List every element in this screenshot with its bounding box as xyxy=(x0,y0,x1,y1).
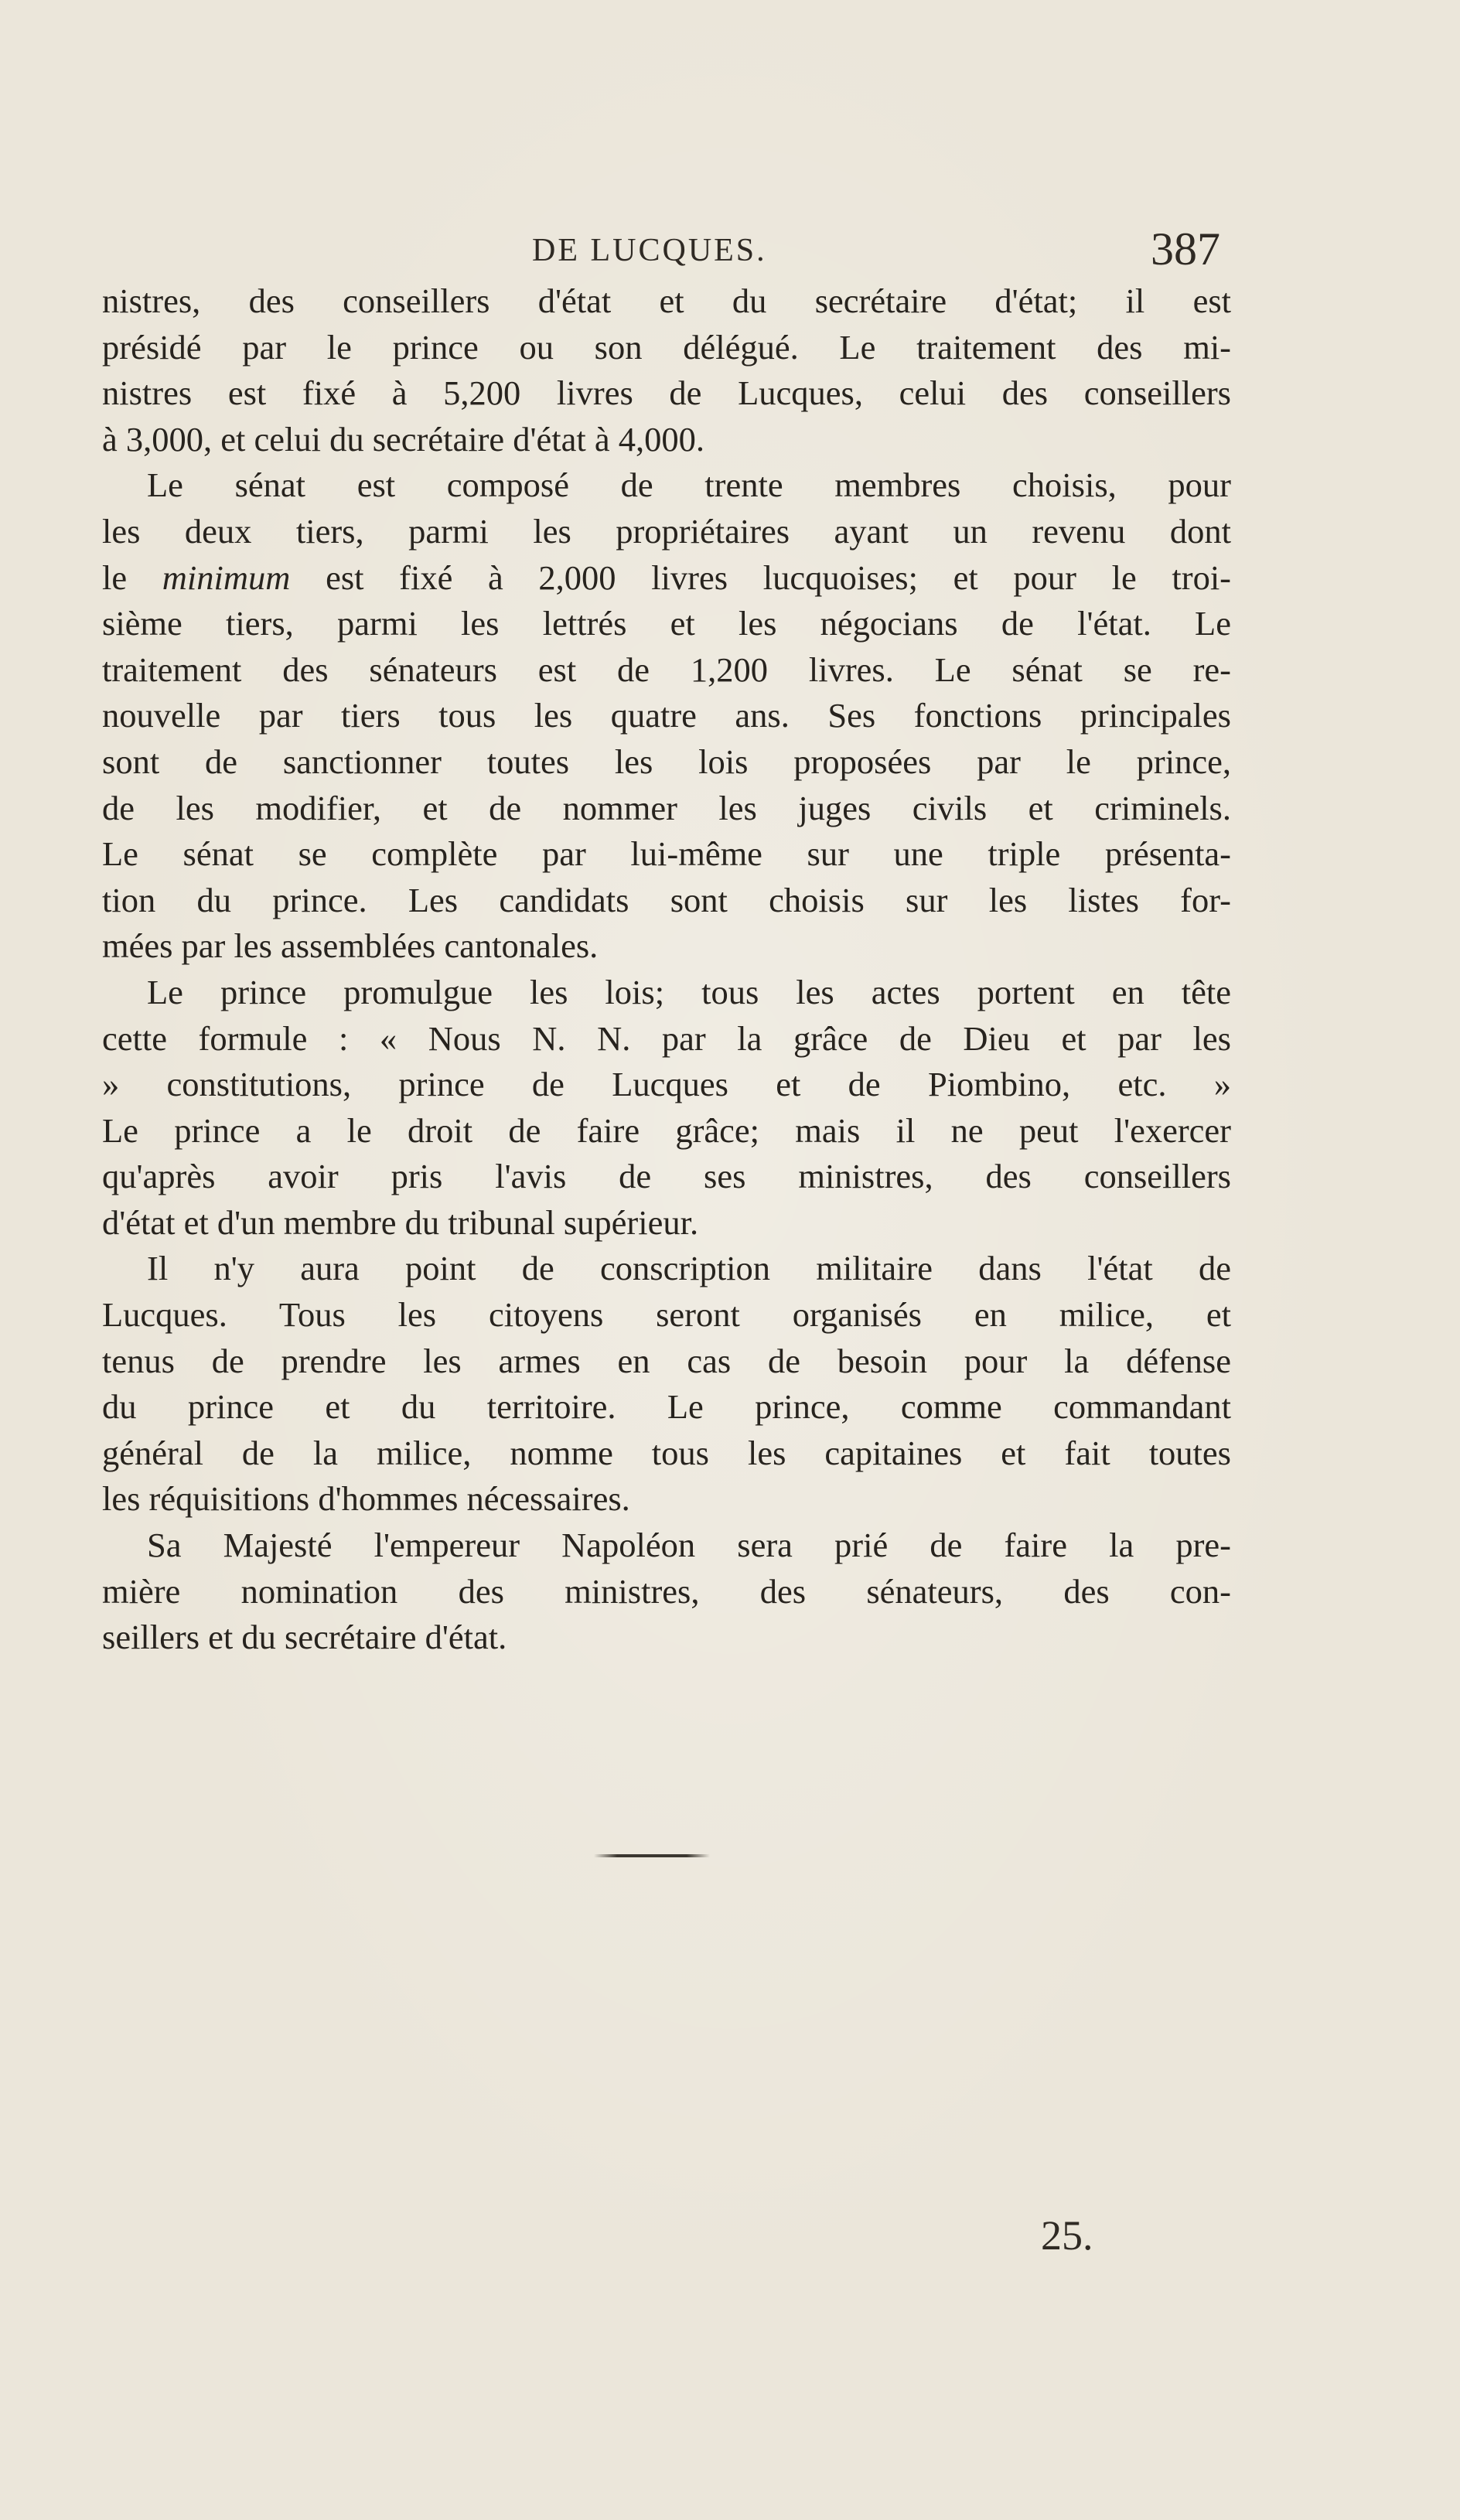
text-line: Le prince a le droit de faire grâce; mais il ne peut l'exercer xyxy=(102,1110,1231,1150)
text-line: traitement des sénateurs est de 1,200 livres. Le sénat se re- xyxy=(102,650,1231,689)
text-line: qu'après avoir pris l'avis de ses ministres, des conseillers xyxy=(102,1157,1231,1196)
page-number: 387 xyxy=(1151,223,1220,275)
text-line: général de la milice, nomme tous les capitaines et fait toutes xyxy=(102,1433,1231,1472)
text-line: nistres, des conseillers d'état et du secrétaire d'état; il est xyxy=(102,281,1231,320)
text-line: mière nomination des ministres, des sénateurs, des con- xyxy=(102,1571,1231,1611)
text-line: à 3,000, et celui du secrétaire d'état à 4,000. xyxy=(102,419,705,459)
text-line: mées par les assemblées cantonales. xyxy=(102,926,599,966)
paragraph-first-line: Le prince promulgue les lois; tous les actes portent en tête xyxy=(147,972,1231,1011)
paragraph-first-line: Il n'y aura point de conscription militaire dans l'état de xyxy=(147,1249,1231,1288)
text-line: les deux tiers, parmi les propriétaires ayant un revenu dont xyxy=(102,511,1231,551)
text-line: tion du prince. Les candidats sont choisis sur les listes for- xyxy=(102,880,1231,919)
text-line: du prince et du territoire. Le prince, comme commandant xyxy=(102,1387,1231,1427)
text-line: Le sénat se complète par lui-même sur une triple présenta- xyxy=(102,834,1231,874)
body-text xyxy=(102,278,1231,1661)
text-line: tenus de prendre les armes en cas de besoin pour la défense xyxy=(102,1341,1231,1380)
text-line: le minimum est fixé à 2,000 livres lucquoises; et pour le troi- xyxy=(102,558,1231,597)
signature-mark: 25. xyxy=(1041,2212,1093,2259)
text-line: d'état et d'un membre du tribunal supérieur. xyxy=(102,1202,699,1242)
running-head xyxy=(0,223,1460,277)
text-line: les réquisitions d'hommes nécessaires. xyxy=(102,1479,630,1519)
text-line: sième tiers, parmi les lettrés et les négocians de l'état. Le xyxy=(102,604,1231,643)
paragraph-first-line: Sa Majesté l'empereur Napoléon sera prié de faire la pre- xyxy=(147,1526,1231,1565)
text-line: seillers et du secrétaire d'état. xyxy=(102,1618,507,1657)
text-line: de les modifier, et de nommer les juges civils et criminels. xyxy=(102,788,1231,827)
text-line: sont de sanctionner toutes les lois proposées par le prince, xyxy=(102,742,1231,781)
paragraph-first-line: Le sénat est composé de trente membres choisis, pour xyxy=(147,465,1231,505)
text-line: présidé par le prince ou son délégué. Le traitement des mi- xyxy=(102,327,1231,367)
text-line: Lucques. Tous les citoyens seront organisés en milice, et xyxy=(102,1295,1231,1335)
running-title: DE LUCQUES. xyxy=(532,233,767,268)
text-line: nouvelle par tiers tous les quatre ans. Ses fonctions principales xyxy=(102,696,1231,735)
text-line: » constitutions, prince de Lucques et de Piombino, etc. » xyxy=(102,1065,1231,1104)
italic-word: minimum xyxy=(162,558,291,597)
text-line: nistres est fixé à 5,200 livres de Lucques, celui des conseillers xyxy=(102,373,1231,413)
section-divider-rule xyxy=(594,1854,710,1857)
text-line: cette formule : « Nous N. N. par la grâce de Dieu et par les xyxy=(102,1018,1231,1058)
